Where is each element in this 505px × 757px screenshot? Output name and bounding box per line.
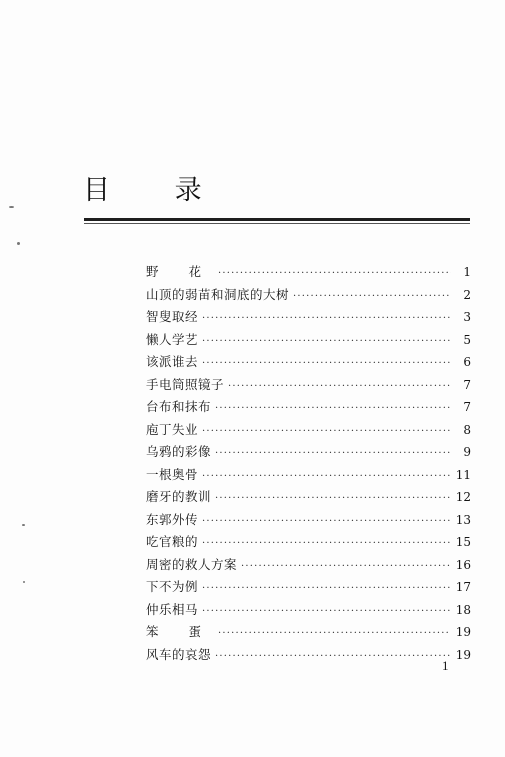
toc-dot-leader (202, 601, 450, 624)
toc-entry-title: 乌鸦的彩像 (146, 444, 212, 459)
toc-entry-page: 19 (455, 647, 471, 662)
toc-entry (146, 396, 471, 419)
scan-speck (23, 581, 25, 583)
toc-dot-leader (202, 308, 451, 331)
toc-entry-page: 16 (455, 557, 471, 572)
toc-entry (146, 486, 471, 509)
title-rule-thin (84, 223, 470, 224)
toc-entry-page: 1 (463, 265, 471, 279)
toc-entry (146, 441, 471, 464)
toc-entry-title: 下不为例 (146, 579, 199, 594)
page-number: 1 (442, 658, 449, 673)
page-title: 目 录 (83, 175, 230, 206)
toc-entry-page: 13 (455, 512, 471, 527)
toc-entry-title: 懒人学艺 (146, 331, 199, 347)
toc-entry-page: 17 (455, 580, 471, 594)
toc-dot-leader (218, 623, 450, 646)
toc-entry-page: 7 (463, 400, 471, 414)
toc-entry-page: 11 (455, 467, 471, 482)
toc-entry (146, 644, 471, 667)
toc-entry-title: 山顶的弱苗和洞底的大树 (146, 286, 290, 302)
toc-entry-page: 2 (463, 287, 471, 302)
toc-entry (146, 329, 471, 352)
toc-entry-page: 5 (463, 332, 471, 347)
toc-dot-leader (202, 421, 451, 444)
toc-entry (146, 351, 471, 374)
toc-entry-title: 野 花 (146, 264, 214, 279)
toc-entry-title: 磨牙的教训 (146, 489, 212, 504)
toc-dot-leader (218, 263, 451, 286)
toc-entry-title: 仲乐相马 (146, 601, 199, 617)
toc-entry (146, 261, 471, 284)
toc-dot-leader (215, 443, 451, 466)
toc-entry-page: 18 (455, 602, 471, 617)
toc-entry (146, 284, 471, 307)
toc-dot-leader (215, 646, 450, 669)
title-rule-thick (84, 218, 470, 221)
toc-entry (146, 374, 471, 397)
toc-entry-page: 6 (463, 355, 471, 369)
toc-entry (146, 599, 471, 622)
toc-entry-title: 该派谁去 (146, 354, 199, 369)
table-of-contents (146, 261, 471, 666)
toc-dot-leader (241, 556, 450, 579)
toc-entry-page: 9 (463, 445, 471, 459)
toc-entry (146, 306, 471, 329)
toc-entry-title: 一根奥骨 (146, 466, 199, 482)
toc-entry-title: 周密的救人方案 (146, 556, 238, 572)
scan-speck (22, 524, 25, 526)
toc-entry-title: 智叟取经 (146, 309, 199, 324)
toc-entry-title: 吃官粮的 (146, 534, 199, 549)
toc-entry (146, 419, 471, 442)
toc-entry-title: 东郭外传 (146, 511, 199, 527)
toc-entry-title: 台布和抹布 (146, 399, 212, 414)
toc-entry (146, 554, 471, 577)
toc-entry-page: 3 (463, 310, 471, 324)
toc-entry-page: 8 (463, 422, 471, 437)
toc-entry-title: 风车的哀怨 (146, 646, 212, 662)
toc-dot-leader (202, 578, 450, 601)
toc-entry-title: 手电筒照镜子 (146, 376, 225, 392)
toc-entry (146, 621, 471, 644)
toc-dot-leader (228, 376, 451, 399)
toc-dot-leader (215, 398, 451, 421)
scan-speck (17, 242, 20, 245)
toc-dot-leader (202, 353, 451, 376)
toc-entry-page: 19 (455, 625, 471, 639)
toc-dot-leader (202, 533, 450, 556)
toc-dot-leader (215, 488, 450, 511)
toc-entry (146, 531, 471, 554)
toc-dot-leader (202, 511, 450, 534)
toc-dot-leader (202, 466, 450, 489)
toc-entry (146, 509, 471, 532)
toc-entry-page: 7 (463, 377, 471, 392)
scan-speck (9, 206, 14, 208)
toc-dot-leader (202, 331, 451, 354)
toc-entry-page: 15 (455, 535, 471, 549)
toc-entry-title: 笨 蛋 (146, 624, 214, 639)
toc-entry (146, 576, 471, 599)
toc-entry (146, 464, 471, 487)
toc-entry-title: 庖丁失业 (146, 421, 199, 437)
toc-entry-page: 12 (455, 490, 471, 504)
toc-dot-leader (293, 286, 451, 309)
